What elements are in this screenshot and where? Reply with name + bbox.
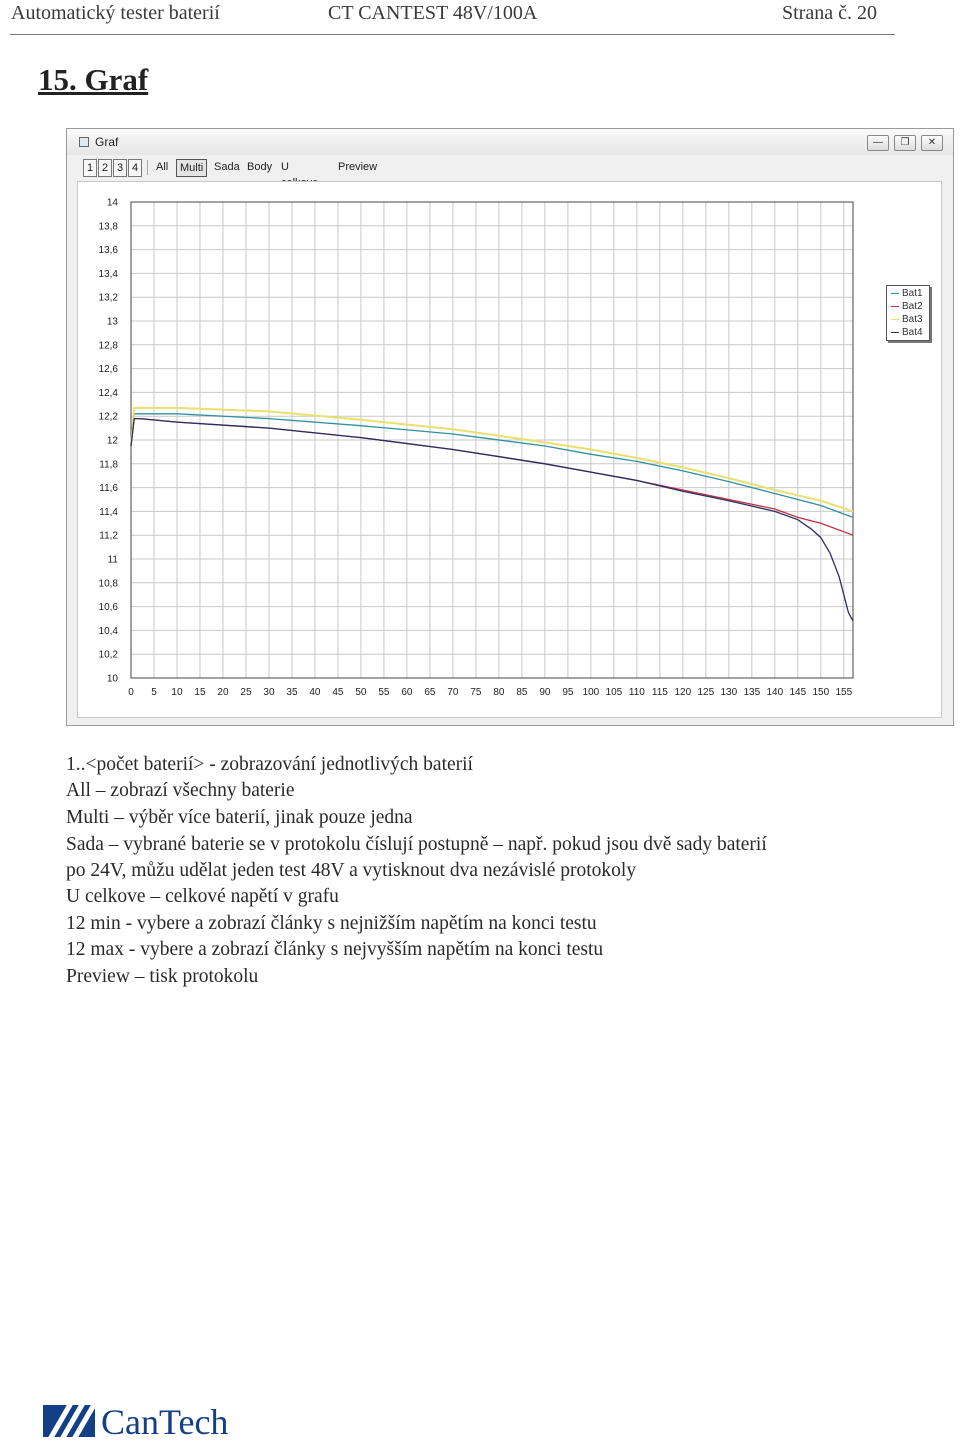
x-tick-label: 80 bbox=[493, 687, 505, 698]
x-tick-label: 125 bbox=[697, 687, 715, 698]
y-tick-label: 11,8 bbox=[99, 459, 118, 471]
paragraph-line: 12 max - vybere a zobrazí články s nejvyšším napětím na konci testu bbox=[66, 939, 604, 960]
y-tick-label: 11 bbox=[107, 554, 118, 566]
y-tick-label: 12,2 bbox=[98, 411, 118, 423]
x-tick-label: 105 bbox=[605, 687, 623, 698]
toolbar-button-body[interactable]: Body bbox=[247, 161, 273, 173]
window-title: Graf bbox=[95, 135, 119, 149]
x-tick-label: 75 bbox=[470, 687, 482, 698]
x-tick-label: 140 bbox=[766, 687, 784, 698]
x-tick-label: 150 bbox=[812, 687, 830, 698]
minimize-icon[interactable]: — bbox=[867, 135, 889, 151]
legend-item-bat1 bbox=[891, 287, 923, 300]
legend-swatch bbox=[891, 319, 899, 320]
x-tick-label: 110 bbox=[628, 687, 645, 698]
legend-swatch bbox=[891, 293, 899, 294]
cantech-logo-mark bbox=[43, 1405, 95, 1437]
y-tick-label: 12,6 bbox=[98, 364, 118, 376]
x-tick-label: 25 bbox=[240, 687, 252, 698]
x-tick-label: 20 bbox=[217, 687, 229, 698]
toolbar-button-multi[interactable]: Multi bbox=[176, 159, 207, 177]
window-titlebar bbox=[67, 129, 953, 155]
y-tick-label: 13,6 bbox=[98, 245, 118, 257]
page-header bbox=[0, 0, 960, 34]
x-tick-label: 155 bbox=[835, 687, 853, 698]
x-tick-label: 120 bbox=[674, 687, 692, 698]
toolbar-button-2[interactable]: 2 bbox=[98, 159, 112, 177]
header-center: CT CANTEST 48V/100A bbox=[328, 2, 538, 24]
y-tick-label: 11,4 bbox=[99, 506, 118, 518]
legend-label: Bat2 bbox=[902, 301, 923, 312]
x-tick-label: 5 bbox=[151, 687, 157, 698]
legend-item-bat2 bbox=[891, 300, 923, 313]
close-icon[interactable]: ✕ bbox=[921, 135, 943, 151]
toolbar-button-3[interactable]: 3 bbox=[113, 159, 127, 177]
y-tick-label: 10,4 bbox=[98, 625, 118, 637]
toolbar-separator bbox=[147, 160, 148, 175]
x-tick-label: 55 bbox=[378, 687, 390, 698]
x-tick-label: 0 bbox=[128, 687, 134, 698]
x-tick-label: 35 bbox=[286, 687, 298, 698]
voltage-chart bbox=[78, 182, 941, 717]
legend-item-bat3 bbox=[891, 313, 923, 326]
cantech-logo-text: CanTech bbox=[101, 1402, 229, 1442]
y-tick-label: 12 bbox=[106, 435, 118, 447]
y-tick-label: 11,6 bbox=[99, 483, 118, 495]
toolbar-button-preview[interactable]: Preview bbox=[338, 161, 378, 173]
legend-swatch bbox=[891, 332, 899, 333]
y-tick-label: 12,4 bbox=[98, 387, 118, 399]
plot-panel bbox=[77, 181, 942, 718]
y-tick-label: 10 bbox=[106, 673, 118, 685]
paragraph-line: po 24V, můžu udělat jeden test 48V a vytisknout dva nezávislé protokoly bbox=[66, 860, 637, 881]
x-tick-label: 100 bbox=[582, 687, 600, 698]
x-tick-label: 115 bbox=[651, 687, 668, 698]
toolbar-button-u-celkove[interactable]: U bbox=[281, 161, 289, 173]
y-tick-label: 13,4 bbox=[98, 268, 118, 280]
header-page-number: Strana č. 20 bbox=[782, 2, 877, 24]
legend-label: Bat3 bbox=[902, 314, 923, 325]
graph-window bbox=[66, 128, 954, 726]
y-tick-label: 10,8 bbox=[98, 578, 118, 590]
paragraph-line: 1..<počet baterií> - zobrazování jednotlivých baterií bbox=[66, 754, 473, 775]
x-tick-label: 10 bbox=[171, 687, 183, 698]
x-tick-label: 135 bbox=[743, 687, 761, 698]
paragraph-line: Multi – výběr více baterií, jinak pouze jedna bbox=[66, 807, 413, 828]
x-tick-label: 95 bbox=[562, 687, 574, 698]
paragraph-line: Sada – vybrané baterie se v protokolu číslují postupně – např. pokud jsou dvě sady baterií bbox=[66, 834, 767, 855]
legend-label: Bat1 bbox=[902, 288, 923, 299]
x-tick-label: 50 bbox=[355, 687, 367, 698]
cantech-logo bbox=[43, 1402, 258, 1442]
paragraph-line: Preview – tisk protokolu bbox=[66, 966, 259, 987]
paragraph-line: 12 min - vybere a zobrazí články s nejnižším napětím na konci testu bbox=[66, 913, 597, 934]
chart-legend bbox=[886, 285, 930, 341]
y-tick-label: 10,6 bbox=[98, 602, 118, 614]
restore-icon[interactable]: ❐ bbox=[894, 135, 916, 151]
x-tick-label: 90 bbox=[539, 687, 551, 698]
y-tick-label: 13 bbox=[106, 316, 118, 328]
y-tick-label: 10,2 bbox=[98, 649, 118, 661]
x-tick-label: 65 bbox=[424, 687, 436, 698]
y-tick-label: 14 bbox=[106, 197, 118, 209]
window-app-icon bbox=[79, 137, 89, 147]
x-tick-label: 70 bbox=[447, 687, 459, 698]
toolbar-button-1[interactable]: 1 bbox=[83, 159, 97, 177]
header-rule bbox=[10, 34, 895, 35]
legend-item-bat4 bbox=[891, 326, 923, 339]
y-tick-label: 13,8 bbox=[98, 221, 118, 233]
x-tick-label: 145 bbox=[789, 687, 807, 698]
paragraph-line: U celkove – celkové napětí v grafu bbox=[66, 886, 339, 907]
x-tick-label: 45 bbox=[332, 687, 344, 698]
legend-label: Bat4 bbox=[902, 327, 923, 338]
y-tick-label: 13,2 bbox=[98, 292, 118, 304]
paragraph-line: All – zobrazí všechny baterie bbox=[66, 780, 295, 801]
section-title: 15. Graf bbox=[38, 62, 149, 97]
y-tick-label: 11,2 bbox=[99, 530, 118, 542]
legend-swatch bbox=[891, 306, 899, 307]
x-tick-label: 60 bbox=[401, 687, 413, 698]
x-tick-label: 30 bbox=[263, 687, 275, 698]
x-tick-label: 40 bbox=[309, 687, 321, 698]
toolbar-button-4[interactable]: 4 bbox=[128, 159, 142, 177]
toolbar-button-sada[interactable]: Sada bbox=[214, 161, 240, 173]
x-tick-label: 15 bbox=[194, 687, 206, 698]
toolbar-button-all[interactable]: All bbox=[156, 161, 169, 173]
y-tick-label: 12,8 bbox=[98, 340, 118, 352]
x-tick-label: 130 bbox=[720, 687, 738, 698]
header-left: Automatický tester baterií bbox=[11, 2, 220, 24]
x-tick-label: 85 bbox=[516, 687, 528, 698]
